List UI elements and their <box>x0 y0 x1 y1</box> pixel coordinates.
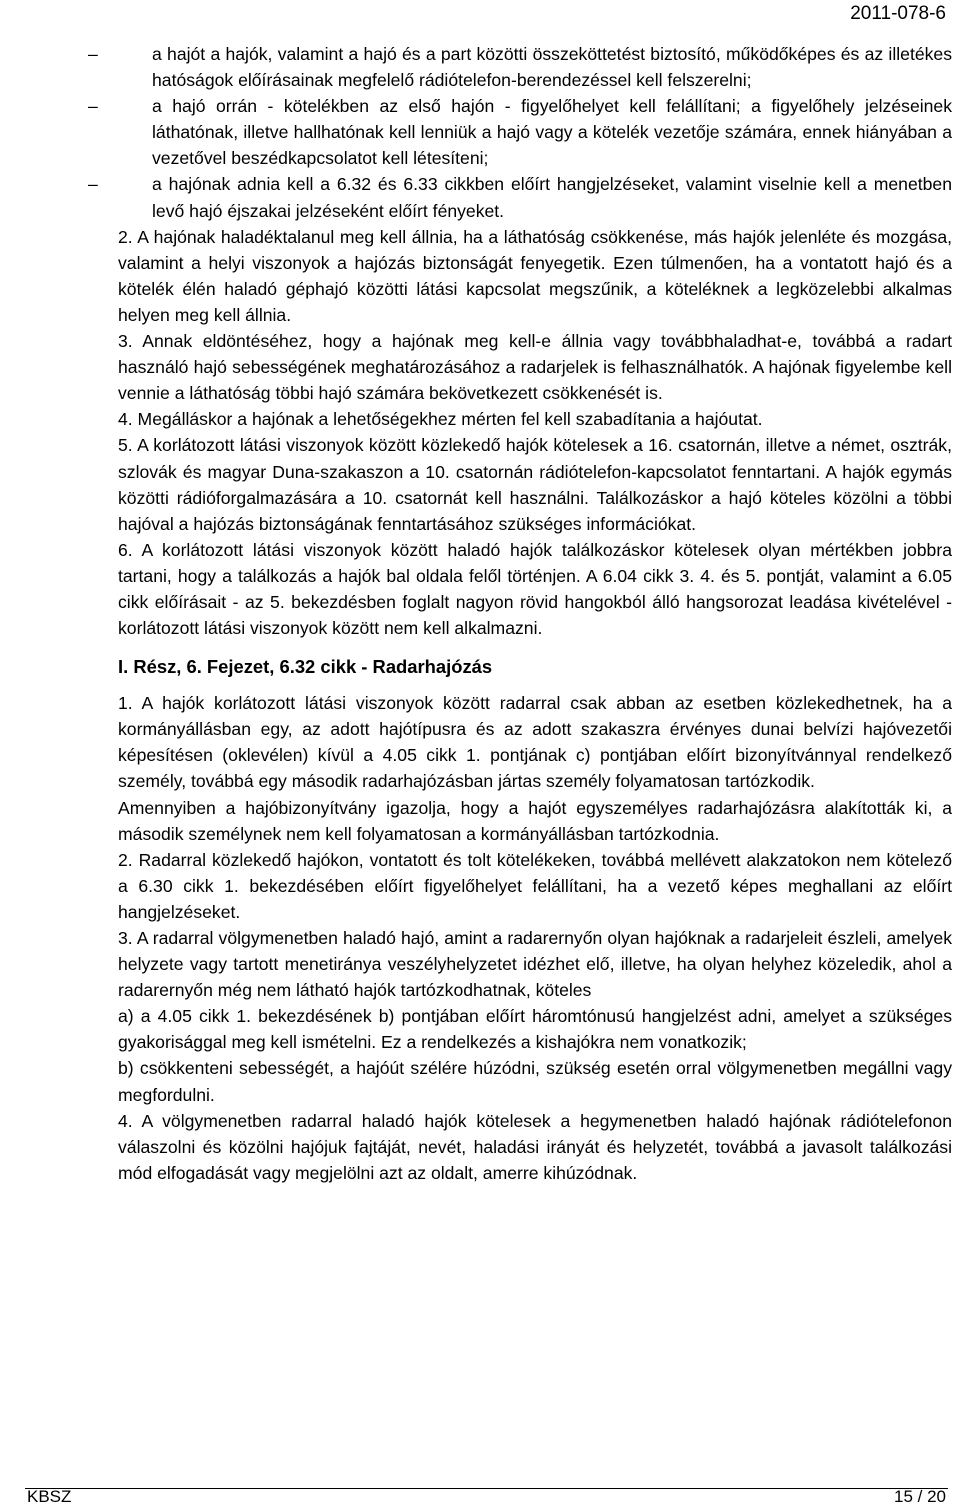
paragraph: 2. Radarral közlekedő hajókon, vontatott és tolt kötelékeken, továbbá mellévett alakzatokon nem kötelező a 6.30 cikk 1. bekezdésében előírt figyelőhelyet felállítani, ha a vezető képes meghallani az előírt hangjelzéseket. <box>118 849 952 922</box>
paragraph: 5. A korlátozott látási viszonyok között közlekedő hajók kötelesek a 16. csatornán, illetve a német, osztrák, szlovák és magyar Duna-szakaszon a 10. csatornán rádiótelefon-kapcsolatot fenntartani. A hajók egymás közötti rádióforgalmazására a 10. csatornát kell használni. Találkozáskor a hajó köteles közölni a többi hajóval a hajózás biztonságának fenntartásához szükséges információkat. <box>118 435 952 534</box>
paragraph: 4. Megálláskor a hajónak a lehetőségekhez mérten fel kell szabadítania a hajóutat. <box>118 409 763 430</box>
paragraph: 6. A korlátozott látási viszonyok között haladó hajók találkozáskor kötelesek olyan mértékben jobbra tartani, hogy a találkozás a hajók bal oldala felől történjen. A 6.04 cikk 3. 4. és 5. pontját, valamint a 6.05 cikk előírásait - az 5. bekezdésben foglalt nagyon rövid hangokból álló hangsorozat leadása kivételével - korlátozott látási viszonyok között nem kell alkalmazni. <box>118 539 952 639</box>
bullet-item <box>88 41 952 93</box>
bullet-text: a hajót a hajók, valamint a hajó és a part közötti összeköttetést biztosító, működőképes és az illetékes hatóságok előírásainak megfelelő rádiótelefon-berendezéssel kell felszerelni; <box>152 44 952 91</box>
dash-bullet-icon: – <box>88 44 98 64</box>
bullet-item <box>88 93 952 171</box>
bullet-text: a hajó orrán - kötelékben az első hajón - figyelőhelyet kell felállítani; a figyelőhely jelzéseinek láthatónak, illetve hallhatónak kell lenniük a hajó vagy a kötelék vezetője számára, ennek hiányában a vezetővel beszédkapcsolatot kell létesíteni; <box>152 96 952 169</box>
paragraph: 4. A völgymenetben radarral haladó hajók kötelesek a hegymenetben haladó hajónak rádiótelefonon válaszolni és közölni hajójuk fajtáját, nevét, haladási irányát és helyzetét, továbbá a javasolt találkozási mód elfogadását vagy megjelölni azt az oldalt, amerre kihúzódnak. <box>118 1110 952 1183</box>
footer-source-label: KBSZ <box>27 1487 72 1506</box>
bullet-text: a hajónak adnia kell a 6.32 és 6.33 cikkben előírt hangjelzéseket, valamint viselnie kell a menetben levő hajó éjszakai jelzéseként előírt fényeket. <box>152 174 952 221</box>
paragraph: 3. Annak eldöntéséhez, hogy a hajónak meg kell-e állnia vagy továbbhaladhat-e, továbbá a radart használó hajó sebességének meghatározásához a radarjelek is felhasználhatók. A hajónak figyelembe kell vennie a láthatóság többi hajó számára bekövetkezett csökkenését is. <box>118 331 952 404</box>
page-number: 15 / 20 <box>894 1487 946 1506</box>
bullet-item <box>88 171 952 223</box>
footer-divider <box>25 1488 948 1489</box>
section-heading: I. Rész, 6. Fejezet, 6.32 cikk - Radarhajózás <box>118 656 493 678</box>
paragraph: 1. A hajók korlátozott látási viszonyok között radarral csak abban az esetben közlekedhetnek, ha a kormányállásban egy, az adott hajótípusra és az adott szakaszra érvényes dunai belvízi hajóvezetői képesítésen (oklevélen) kívül a 4.05 cikk 1. pontjának c) pontjában előírt bizonyítvánnyal rendelkező személy, továbbá egy második radarhajózásban jártas személy folyamatosan tartózkodik. <box>118 693 952 792</box>
dash-bullet-icon: – <box>88 174 98 195</box>
paragraph: 3. A radarral völgymenetben haladó hajó, amint a radarernyőn olyan hajóknak a radarjeleit észleli, amelyek helyzete vagy tartott menetiránya veszélyhelyzetet idézhet elő, illetve, ha olyan helyhez közeledik, ahol a radarernyőn még nem látható hajók tartózkodhatnak, köteles <box>118 928 952 1001</box>
paragraph: a) a 4.05 cikk 1. bekezdésének b) pontjában előírt háromtónusú hangjelzést adni, amelyet a szükséges gyakorisággal meg kell ismételni. Ez a rendelkezés a kishajókra nem vonatkozik; <box>118 1006 952 1053</box>
document-body <box>88 41 952 1186</box>
document-code: 2011-078-6 <box>850 3 946 24</box>
paragraph: b) csökkenteni sebességét, a hajóút szélére húzódni, szükség esetén orral völgymenetben megállni vagy megfordulni. <box>118 1058 952 1105</box>
dash-bullet-icon: – <box>88 96 98 117</box>
paragraph: 2. A hajónak haladéktalanul meg kell állnia, ha a láthatóság csökkenése, más hajók jelenléte és mozgása, valamint a helyi viszonyok a hajózás biztonságát fenyegetik. Ezen túlmenően, ha a vontatott hajó és a kötelék élén haladó géphajó közötti látási kapcsolat megszűnik, a köteléknek a legközelebbi alkalmas helyen meg kell állnia. <box>118 226 952 325</box>
paragraph: Amennyiben a hajóbizonyítvány igazolja, hogy a hajót egyszemélyes radarhajózásra alakították ki, a második személynek nem kell folyamatosan a kormányállásban tartózkodnia. <box>118 797 952 844</box>
